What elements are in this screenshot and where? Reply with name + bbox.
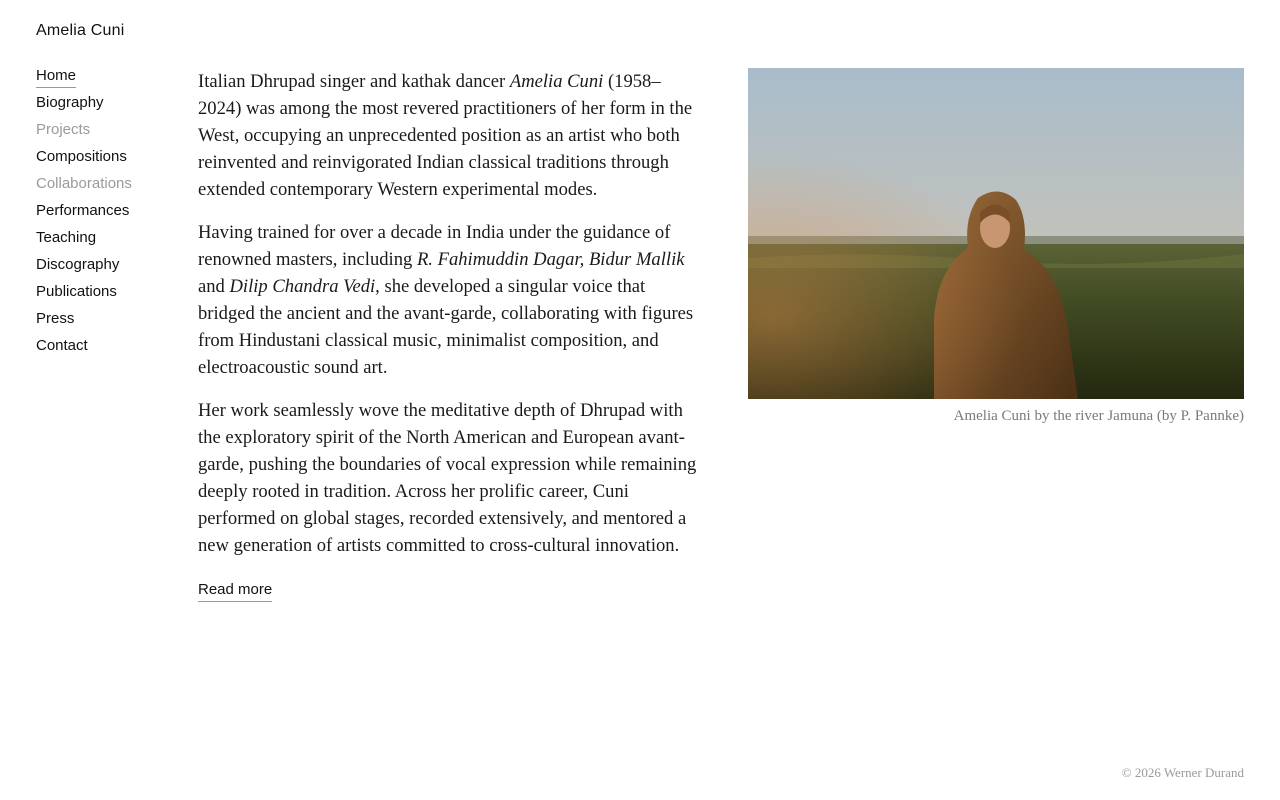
nav-item-projects[interactable]: Projects <box>36 121 91 138</box>
photo-caption: Amelia Cuni by the river Jamuna (by P. Pannke) <box>953 408 1244 424</box>
intro-paragraph-1 <box>198 68 698 203</box>
nav-item-publications[interactable]: Publications <box>36 283 117 300</box>
intro-text <box>198 68 698 602</box>
masters-names: R. Fahimuddin Dagar, Bidur Mallik <box>416 249 685 270</box>
artist-name: Amelia Cuni <box>509 71 604 92</box>
river-photo-image <box>748 68 1244 399</box>
intro-paragraph-2 <box>198 219 698 381</box>
p2-text-e: , she developed a singular voice that bridged the ancient and the avant-garde, collaborating with figures from Hindustani classical music, minimalist composition, and electroacoustic sound art. <box>198 276 694 378</box>
hero-photo <box>748 68 1244 399</box>
nav-item-discography[interactable]: Discography <box>36 256 120 273</box>
p1-text-c: (1958–2024) was among the most revered practitioners of her form in the West, occupying an unprecedented position as an artist who both reinvented and reinvigorated Indian classical traditions through extended contemporary Western experimental modes. <box>198 71 693 200</box>
nav-item-performances[interactable]: Performances <box>36 202 130 219</box>
nav-item-contact[interactable]: Contact <box>36 337 88 354</box>
nav-item-teaching[interactable]: Teaching <box>36 229 97 246</box>
p2-text-a: Having trained for over a decade in India under the guidance of renowned masters, including <box>198 222 671 270</box>
nav-item-compositions[interactable]: Compositions <box>36 148 127 165</box>
p2-text-c: and <box>198 276 230 297</box>
nav-item-press[interactable]: Press <box>36 310 75 327</box>
nav-item-biography[interactable]: Biography <box>36 94 104 111</box>
nav-item-collaborations[interactable]: Collaborations <box>36 175 132 192</box>
site-title[interactable]: Amelia Cuni <box>36 22 125 39</box>
master-name-vedi: Dilip Chandra Vedi <box>229 276 376 297</box>
read-more-link[interactable]: Read more <box>198 580 272 602</box>
nav-item-home[interactable]: Home <box>36 66 76 88</box>
main-nav <box>36 66 132 363</box>
p1-text-a: Italian Dhrupad singer and kathak dancer <box>198 71 510 92</box>
intro-paragraph-3: Her work seamlessly wove the meditative depth of Dhrupad with the exploratory spirit of the North American and European avant-garde, pushing the boundaries of vocal expression while remaining deeply rooted in tradition. Across her prolific career, Cuni performed on global stages, recorded extensively, and mentored a new generation of artists committed to cross-cultural innovation. <box>198 400 697 556</box>
footer-copyright: © 2026 Werner Durand <box>1121 765 1244 780</box>
